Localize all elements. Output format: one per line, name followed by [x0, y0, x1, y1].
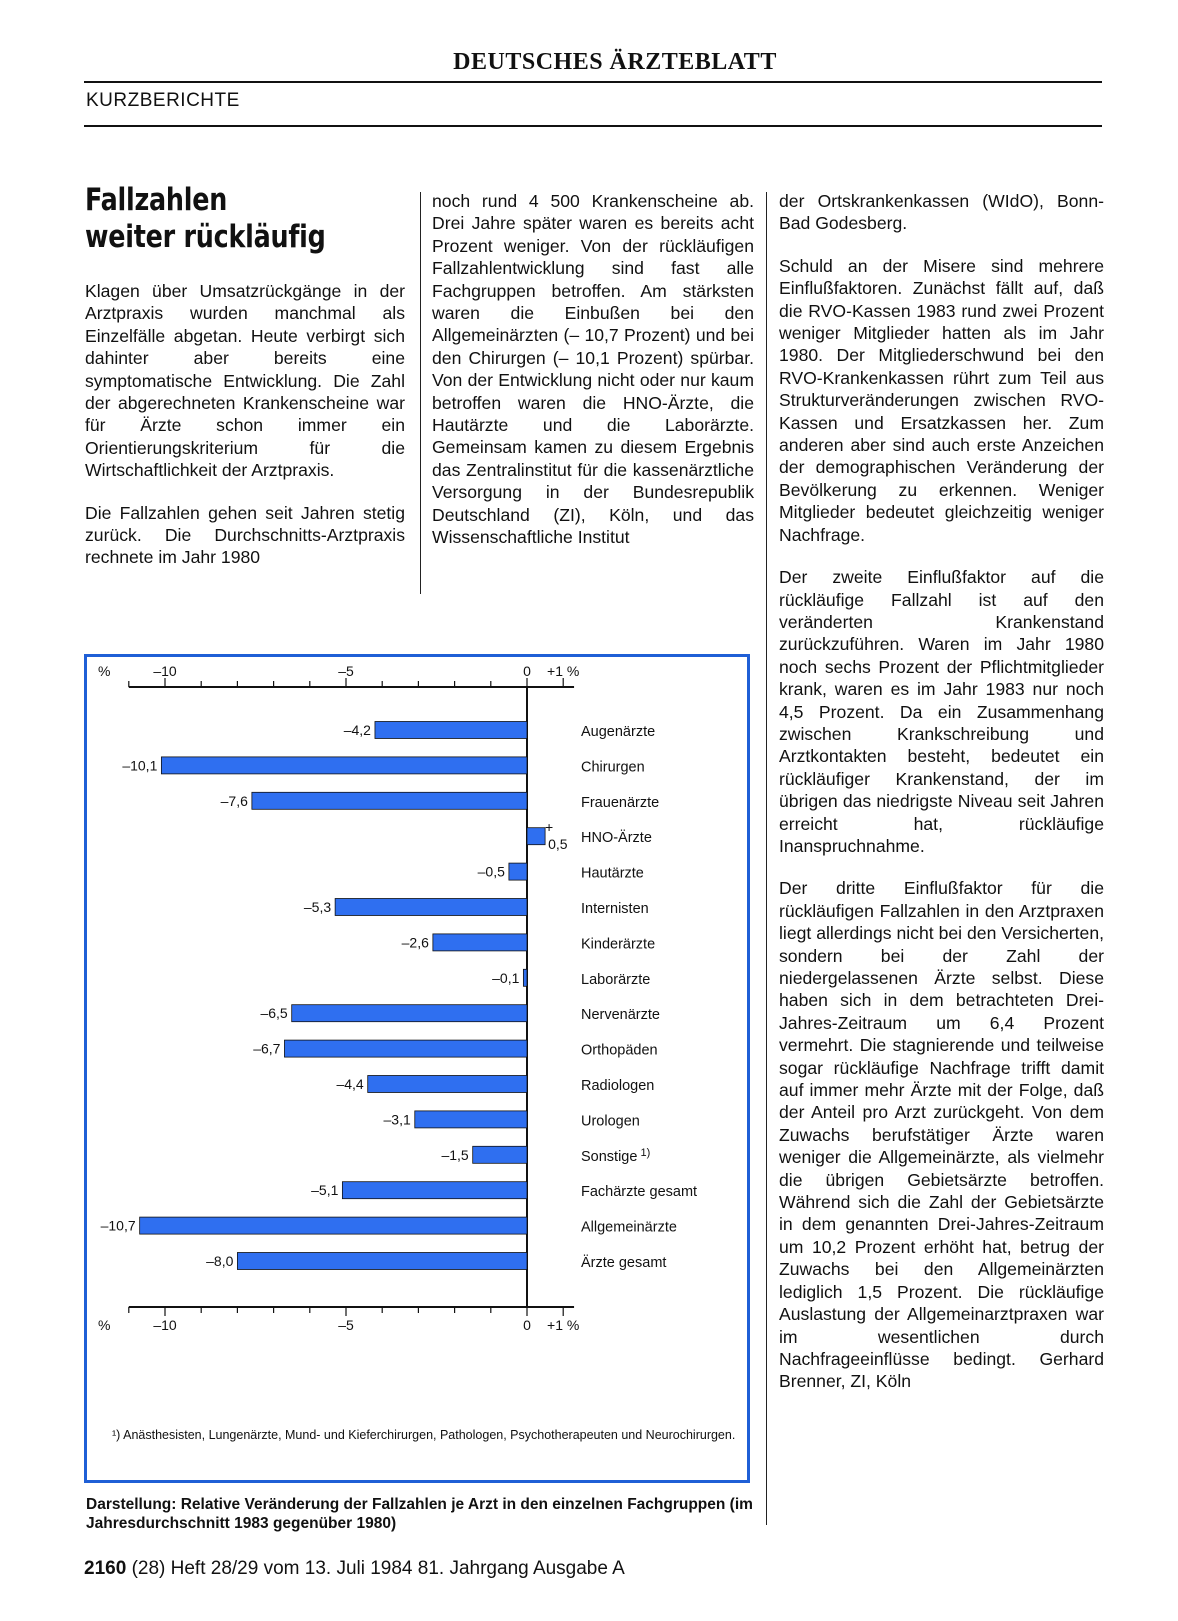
article-column-2	[432, 190, 754, 569]
footnote-marker: 1)	[637, 1146, 651, 1159]
category-label: Urologen	[581, 1113, 640, 1130]
category-label: Augenärzte	[581, 724, 656, 740]
data-label: –10,1	[122, 757, 158, 774]
data-label: –6,7	[253, 1040, 281, 1057]
title-line-1: Fallzahlen	[85, 182, 228, 218]
bar-Fachärzte gesamt	[342, 1182, 527, 1199]
tick-label: 0	[523, 1317, 531, 1333]
bar-Sonstige	[473, 1146, 527, 1163]
paragraph: noch rund 4 500 Krankenscheine ab. Drei Jahre später waren es bereits acht Prozent weniger. Von der rückläufigen Fallzahlentwicklung sind fast alle Fachgruppen betroffen. Am stärksten waren die Einbußen bei den Allgemeinärzten (– 10,7 Prozent) und bei den Chirurgen (– 10,1 Prozent) spürbar. Von der Entwicklung nicht oder nur kaum betroffen waren die HNO-Ärzte, die Hautärzte und die Laborärzte. Gemeinsam kamen zu diesem Ergebnis das Zentralinstitut für die kassenärztliche Versorgung in der Bundesrepublik Deutschland (ZI), Köln, und das Wissenschaftliche Institut	[432, 191, 754, 548]
data-label: –10,7	[100, 1217, 136, 1234]
axis-unit-label: %	[98, 1317, 111, 1333]
tick-label: –5	[338, 663, 354, 679]
edition-info: Ausgabe A	[532, 1558, 625, 1579]
masthead: DEUTSCHES ÄRZTEBLATT	[453, 49, 777, 75]
category-label: Internisten	[581, 901, 649, 917]
data-label: –3,1	[383, 1111, 411, 1128]
paragraph: Der dritte Einflußfaktor für die rückläufigen Fallzahlen in den Arztpraxen liegt allerdings nicht bei den Versicherten, sondern bei der Zahl der niedergelassenen Ärzte selbst. Diese haben sich in dem betrachteten Drei-Jahres-Zeitraum um 6,4 Prozent vermehrt. Die stagnierende und teilweise sogar rückläufige Nachfrage trifft damit auf immer mehr Ärzte mit der Folge, daß der Anteil pro Arzt zurückgeht. Von dem Zuwachs berufstätiger Ärzte waren weniger die Allgemeinärzte, als vielmehr die übrigen Gebietsärzte betroffen. Während sich die Zahl der Gebietsärzte in dem genannten Drei-Jahres-Zeitraum um 10,2 Prozent erhöht hat, betrug der Zuwachs bei den Allgemeinärzten lediglich 1,5 Prozent. Die rückläufige Auslastung der Allgemeinarztpraxen war im wesentlichen durch Nachfrageeinflüsse bedingt. Gerhard Brenner, ZI, Köln	[779, 878, 1104, 1392]
data-label: –4,2	[343, 722, 371, 738]
bar-HNO-Ärzte	[527, 828, 545, 845]
category-label: Allgemeinärzte	[581, 1219, 677, 1236]
category-label: Ärzte gesamt	[581, 1255, 667, 1271]
bar-Nervenärzte	[292, 1005, 527, 1022]
data-label: –5,3	[303, 899, 332, 915]
bar-Kinderärzte	[433, 934, 527, 951]
data-label: –0,1	[492, 969, 520, 986]
bar-Ärzte gesamt	[237, 1253, 527, 1270]
data-label: 0,5	[548, 836, 568, 853]
bar-Chirurgen	[161, 757, 527, 774]
data-label: –8,0	[206, 1253, 234, 1269]
page-number: 2160	[84, 1558, 127, 1579]
data-label: –0,5	[477, 863, 505, 880]
category-label: Laborärzte	[581, 971, 651, 988]
category-label: Kinderärzte	[581, 936, 656, 953]
paragraph: Klagen über Umsatzrückgänge in der Arztpraxis wurden manchmal als Einzelfälle abgetan. Heute verbirgt sich dahinter aber bereits eine symptomatische Entwicklung. Die Zahl der abgerechneten Krankenscheine war für Ärzte schon immer ein Orientierungskriterium für die Wirtschaftlichkeit der Arztpraxis.	[85, 281, 405, 481]
category-label: Hautärzte	[581, 865, 644, 882]
category-label: Chirurgen	[581, 759, 645, 776]
paragraph: Schuld an der Misere sind mehrere Einflußfaktoren. Zunächst fällt auf, daß die RVO-Kassen 1983 rund zwei Prozent weniger Mitglieder hatten als im Jahr 1980. Der Mitgliederschwund bei den RVO-Krankenkassen rührt zum Teil aus Strukturveränderungen zwischen RVO-Kassen und Ersatzkassen her. Zum anderen aber sind auch erste Anzeichen der demographischen Veränderung der Bevölkerung zu erkennen. Weniger Mitglieder bedeutet gleichzeitig weniger Nachfrage.	[779, 255, 1104, 545]
chart-caption: Darstellung: Relative Veränderung der Fallzahlen je Arzt in den einzelnen Fachgruppen (im Jahresdurchschnitt 1983 gegenüber 1980)	[86, 1496, 753, 1532]
axis-unit-label: %	[98, 663, 111, 679]
issue-info: (28) Heft 28/29 vom 13. Juli 1984 81. Jahrgang	[131, 1558, 529, 1579]
article-column-3	[779, 190, 1104, 1413]
category-label: Orthopäden	[581, 1042, 658, 1059]
header-rule	[84, 81, 1102, 83]
data-label: –1,5	[441, 1146, 469, 1163]
bar-Hautärzte	[509, 863, 527, 880]
section-label: KURZBERICHTE	[86, 90, 240, 111]
data-label: –7,6	[220, 792, 248, 809]
column-divider	[420, 192, 421, 594]
data-label: –2,6	[401, 934, 429, 951]
title-line-2: weiter rückläufig	[85, 219, 326, 255]
bar-Frauenärzte	[252, 792, 527, 809]
category-label: Frauenärzte	[581, 794, 660, 811]
tick-label: –10	[153, 663, 177, 679]
article-column-1	[85, 280, 405, 589]
paragraph: Der zweite Einflußfaktor auf die rückläufige Fallzahl ist auf den veränderten Krankenstand zurückzuführen. Waren im Jahr 1980 noch sechs Prozent der Pflichtmitglieder krank, waren es im Jahr 1983 nur noch 4,5 Prozent. Da ein Zusammenhang zwischen Krankschreibung und Arztkontakten besteht, bedeutet ein rückläufiger Krankenstand, der im übrigen das niedrigste Niveau seit Jahren erreicht hat, rückläufige Inanspruchnahme.	[779, 567, 1104, 856]
bar-Orthopäden	[284, 1040, 527, 1057]
category-label: HNO-Ärzte	[581, 830, 652, 847]
category-label: Nervenärzte	[581, 1007, 660, 1024]
tick-label: +1 %	[547, 663, 580, 679]
tick-label: 0	[523, 663, 531, 679]
bar-Allgemeinärzte	[140, 1217, 527, 1234]
section-rule	[84, 125, 1102, 127]
bar-chart	[84, 654, 750, 1424]
tick-label: –5	[338, 1317, 354, 1333]
category-label: Radiologen	[581, 1078, 655, 1094]
page-footer	[84, 1558, 625, 1580]
bar-Radiologen	[368, 1076, 527, 1093]
paragraph: Die Fallzahlen gehen seit Jahren stetig zurück. Die Durchschnitts-Arztpraxis rechnete im Jahr 1980	[85, 502, 405, 568]
category-label: Sonstige $^{1)}$	[581, 1146, 651, 1165]
data-label: –5,1	[311, 1182, 339, 1199]
tick-label: –10	[153, 1317, 177, 1333]
bar-Internisten	[335, 899, 527, 916]
article-title	[85, 182, 347, 256]
data-label: –6,5	[260, 1005, 288, 1022]
column-divider	[766, 192, 767, 1525]
paragraph: der Ortskrankenkassen (WIdO), Bonn-Bad Godesberg.	[779, 191, 1104, 234]
data-label: –4,4	[336, 1076, 364, 1092]
chart-footnote: ¹) Anästhesisten, Lungenärzte, Mund- und Kieferchirurgen, Pathologen, Psychotherapeuten und Neurochirurgen.	[112, 1428, 736, 1442]
bar-Laborärzte	[523, 969, 527, 986]
category-label: Fachärzte gesamt	[581, 1184, 698, 1201]
bar-Augenärzte	[375, 722, 527, 739]
tick-label: +1 %	[547, 1317, 580, 1333]
data-label-sign: +	[545, 819, 554, 836]
bar-Urologen	[415, 1111, 527, 1128]
